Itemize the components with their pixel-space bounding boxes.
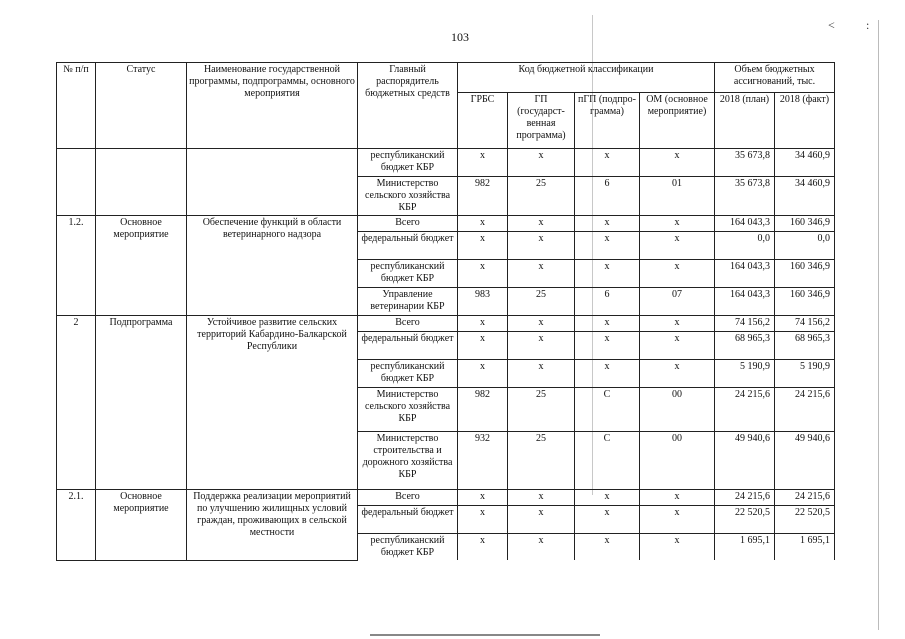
cell-gp: 25 [508, 388, 575, 432]
page-number: 103 [451, 30, 469, 44]
row-name: Поддержка реализации мероприятий по улучшению жилищных условий граждан, проживающих в сельской местности [187, 490, 358, 561]
table-row [57, 216, 835, 232]
header-grbs: ГРБС [458, 93, 508, 149]
cell-grbs: 982 [458, 388, 508, 432]
row-number [57, 149, 96, 216]
cell-pgp: х [575, 260, 640, 288]
cell-admin: республиканский бюджет КБР [358, 534, 458, 561]
cell-pgp: 6 [575, 288, 640, 316]
row-number: 2 [57, 316, 96, 490]
cell-om: х [640, 332, 715, 360]
cell-plan: 24 215,6 [715, 388, 775, 432]
cell-om: х [640, 534, 715, 561]
cell-fact: 1 695,1 [775, 534, 835, 561]
cell-pgp: С [575, 388, 640, 432]
scan-mark: : [866, 18, 870, 32]
cell-gp: х [508, 332, 575, 360]
cell-plan: 164 043,3 [715, 260, 775, 288]
cell-fact: 160 346,9 [775, 288, 835, 316]
row-name [187, 149, 358, 216]
cell-pgp: х [575, 232, 640, 260]
cell-pgp: х [575, 216, 640, 232]
header-num: № п/п [57, 63, 96, 149]
cell-pgp: х [575, 534, 640, 561]
cell-plan: 74 156,2 [715, 316, 775, 332]
scan-mark: < [828, 18, 835, 32]
cell-admin: федеральный бюджет [358, 332, 458, 360]
cell-fact: 68 965,3 [775, 332, 835, 360]
cell-fact: 5 190,9 [775, 360, 835, 388]
header-code: Код бюджетной классификации [458, 63, 715, 93]
cell-grbs: х [458, 332, 508, 360]
row-name: Обеспечение функций в области ветеринарного надзора [187, 216, 358, 316]
cell-grbs: 983 [458, 288, 508, 316]
cell-grbs: х [458, 232, 508, 260]
cell-om: 00 [640, 388, 715, 432]
cell-admin: Министерство сельского хозяйства КБР [358, 388, 458, 432]
cell-gp: х [508, 506, 575, 534]
cell-fact: 24 215,6 [775, 388, 835, 432]
cell-pgp: С [575, 432, 640, 490]
cell-om: 00 [640, 432, 715, 490]
cell-admin: федеральный бюджет [358, 232, 458, 260]
cell-grbs: х [458, 490, 508, 506]
cell-om: х [640, 360, 715, 388]
row-status [96, 149, 187, 216]
cell-fact: 22 520,5 [775, 506, 835, 534]
header-om: ОМ (основное мероприятие) [640, 93, 715, 149]
cell-admin: федеральный бюджет [358, 506, 458, 534]
cell-grbs: х [458, 260, 508, 288]
cell-plan: 22 520,5 [715, 506, 775, 534]
scan-edge-line [878, 20, 879, 630]
cell-pgp: х [575, 316, 640, 332]
cell-gp: х [508, 360, 575, 388]
cell-pgp: х [575, 490, 640, 506]
cell-om: х [640, 149, 715, 177]
cell-plan: 1 695,1 [715, 534, 775, 561]
cell-om: х [640, 216, 715, 232]
cell-plan: 35 673,8 [715, 149, 775, 177]
header-admin: Главный распорядитель бюджетных средств [358, 63, 458, 149]
header-gp: ГП (государст-венная программа) [508, 93, 575, 149]
cell-om: 07 [640, 288, 715, 316]
cell-fact: 34 460,9 [775, 177, 835, 216]
cell-fact: 0,0 [775, 232, 835, 260]
cell-gp: 25 [508, 177, 575, 216]
row-status: Основное мероприятие [96, 490, 187, 561]
cell-pgp: х [575, 332, 640, 360]
cell-pgp: х [575, 149, 640, 177]
scan-bottom-stroke [370, 634, 600, 636]
cell-gp: х [508, 260, 575, 288]
cell-grbs: х [458, 534, 508, 561]
cell-fact: 49 940,6 [775, 432, 835, 490]
cell-grbs: 932 [458, 432, 508, 490]
cell-om: 01 [640, 177, 715, 216]
cell-gp: х [508, 216, 575, 232]
cell-gp: х [508, 316, 575, 332]
cell-admin: Министерство сельского хозяйства КБР [358, 177, 458, 216]
header-status: Статус [96, 63, 187, 149]
cell-pgp: 6 [575, 177, 640, 216]
cell-gp: х [508, 490, 575, 506]
cell-grbs: х [458, 316, 508, 332]
cell-fact: 160 346,9 [775, 260, 835, 288]
cell-gp: х [508, 149, 575, 177]
cell-plan: 68 965,3 [715, 332, 775, 360]
cell-plan: 164 043,3 [715, 288, 775, 316]
cell-gp: х [508, 232, 575, 260]
table-body [57, 149, 835, 561]
cell-om: х [640, 506, 715, 534]
cell-gp: 25 [508, 432, 575, 490]
row-status: Подпрограмма [96, 316, 187, 490]
cell-grbs: 982 [458, 177, 508, 216]
cell-grbs: х [458, 149, 508, 177]
cell-fact: 24 215,6 [775, 490, 835, 506]
table-row [57, 149, 835, 177]
cell-plan: 49 940,6 [715, 432, 775, 490]
cell-pgp: х [575, 506, 640, 534]
budget-table [56, 62, 835, 561]
cell-plan: 164 043,3 [715, 216, 775, 232]
cell-admin: Управление ветеринарии КБР [358, 288, 458, 316]
header-volume: Объем бюджетных ассигнований, тыс. [715, 63, 835, 93]
cell-admin: республиканский бюджет КБР [358, 149, 458, 177]
cell-admin: Министерство строительства и дорожного хозяйства КБР [358, 432, 458, 490]
cell-plan: 0,0 [715, 232, 775, 260]
cell-gp: х [508, 534, 575, 561]
header-name: Наименование государственной программы, подпрограммы, основного мероприятия [187, 63, 358, 149]
header-fact: 2018 (факт) [775, 93, 835, 149]
row-number: 1.2. [57, 216, 96, 316]
cell-grbs: х [458, 216, 508, 232]
cell-om: х [640, 232, 715, 260]
cell-fact: 34 460,9 [775, 149, 835, 177]
row-status: Основное мероприятие [96, 216, 187, 316]
cell-gp: 25 [508, 288, 575, 316]
cell-fact: 74 156,2 [775, 316, 835, 332]
header-plan: 2018 (план) [715, 93, 775, 149]
cell-plan: 5 190,9 [715, 360, 775, 388]
cell-pgp: х [575, 360, 640, 388]
cell-admin: республиканский бюджет КБР [358, 360, 458, 388]
cell-plan: 24 215,6 [715, 490, 775, 506]
cell-plan: 35 673,8 [715, 177, 775, 216]
header-pgp: пГП (подпро-грамма) [575, 93, 640, 149]
cell-grbs: х [458, 506, 508, 534]
cell-admin: республиканский бюджет КБР [358, 260, 458, 288]
cell-om: х [640, 316, 715, 332]
cell-admin: Всего [358, 490, 458, 506]
row-name: Устойчивое развитие сельских территорий Кабардино-Балкарской Республики [187, 316, 358, 490]
cell-grbs: х [458, 360, 508, 388]
cell-admin: Всего [358, 316, 458, 332]
table-row [57, 490, 835, 506]
cell-om: х [640, 260, 715, 288]
table-row [57, 316, 835, 332]
cell-fact: 160 346,9 [775, 216, 835, 232]
cell-admin: Всего [358, 216, 458, 232]
row-number: 2.1. [57, 490, 96, 561]
cell-om: х [640, 490, 715, 506]
